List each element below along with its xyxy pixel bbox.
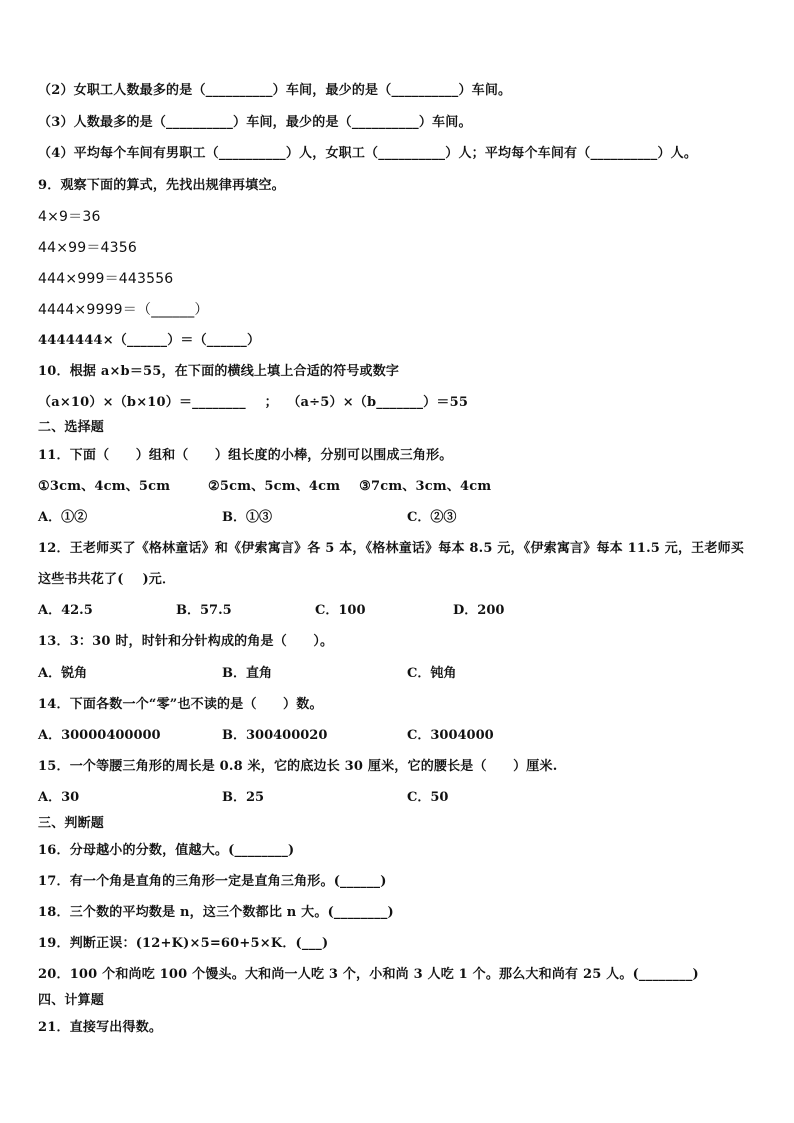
- q8-sub3: （3）人数最多的是（__________）车间，最少的是（__________）车间。: [38, 115, 472, 130]
- q15-option-b[interactable]: B．25: [222, 790, 265, 805]
- q8-sub2: （2）女职工人数最多的是（__________）车间，最少的是（__________）车间。: [38, 83, 512, 98]
- section-choice-title: 二、选择题: [38, 420, 105, 435]
- q20: 20．100 个和尚吃 100 个馒头。大和尚一人吃 3 个，小和尚 3 人吃 1 个。那么大和尚有 25 人。(________): [38, 967, 699, 982]
- q9-line-2: 44×99＝4356: [38, 240, 137, 256]
- q14-stem: 14．下面各数一个“零”也不读的是（ ）数。: [38, 697, 323, 712]
- q15-stem: 15．一个等腰三角形的周长是 0.8 米，它的底边长 30 厘米，它的腰长是（ ）厘米.: [38, 759, 558, 774]
- q13-option-c[interactable]: C．钝角: [407, 666, 457, 681]
- q11-stem: 11．下面（ ）组和（ ）组长度的小棒，分别可以围成三角形。: [38, 448, 453, 463]
- q14-option-c[interactable]: C．3004000: [407, 728, 494, 743]
- q9-line-4: 4444×9999＝（______）: [38, 302, 209, 318]
- q12-option-a[interactable]: A．42.5: [38, 603, 93, 618]
- q8-sub4: （4）平均每个车间有男职工（__________）人，女职工（__________）人；平均每个车间有（__________）人。: [38, 146, 698, 161]
- q10-expression: （a×10）×（b×10）＝________ ； （a÷5）×（b_______）＝55: [38, 395, 469, 410]
- q12-option-b[interactable]: B．57.5: [176, 603, 232, 618]
- q17: 17．有一个角是直角的三角形一定是直角三角形。(______): [38, 874, 387, 889]
- q13-option-a[interactable]: A．锐角: [38, 666, 88, 681]
- q11-option-a[interactable]: A．①②: [38, 510, 88, 525]
- q12-option-c[interactable]: C．100: [315, 603, 366, 618]
- q16: 16．分母越小的分数，值越大。(________): [38, 843, 295, 858]
- q13-option-b[interactable]: B．直角: [222, 666, 272, 681]
- q15-option-a[interactable]: A．30: [38, 790, 80, 805]
- q11-option-c[interactable]: C．②③: [407, 510, 457, 525]
- q9-last-line: 4444444×（______）＝（______）: [38, 333, 261, 348]
- q21: 21．直接写出得数。: [38, 1020, 163, 1035]
- q12-stem-line1: 12．王老师买了《格林童话》和《伊索寓言》各 5 本，《格林童话》每本 8.5 元，《伊索寓言》每本 11.5 元，王老师买: [38, 541, 744, 556]
- q9-stem: 9．观察下面的算式，先找出规律再填空。: [38, 178, 285, 193]
- q18: 18．三个数的平均数是 n，这三个数都比 n 大。(________): [38, 905, 394, 920]
- q11-choices: ①3cm、4cm、5cm ②5cm、5cm、4cm ③7cm、3cm、4cm: [38, 479, 492, 494]
- q19: 19．判断正误：(12+K)×5=60+5×K．(___): [38, 936, 329, 951]
- q12-stem-line2: 这些书共花了( )元．: [38, 572, 176, 587]
- q13-stem: 13．3：30 时，时针和分针构成的角是（ ）。: [38, 634, 334, 649]
- section-judge-title: 三、判断题: [38, 816, 105, 831]
- q10-stem: 10．根据 a×b＝55，在下面的横线上填上合适的符号或数字: [38, 364, 400, 379]
- q14-option-b[interactable]: B．300400020: [222, 728, 328, 743]
- q14-option-a[interactable]: A．30000400000: [38, 728, 161, 743]
- section-calc-title: 四、计算题: [38, 993, 105, 1008]
- q15-option-c[interactable]: C．50: [407, 790, 449, 805]
- q9-line-3: 444×999＝443556: [38, 271, 174, 287]
- q12-option-d[interactable]: D．200: [453, 603, 505, 618]
- q9-line-1: 4×9＝36: [38, 209, 101, 225]
- q11-option-b[interactable]: B．①③: [222, 510, 272, 525]
